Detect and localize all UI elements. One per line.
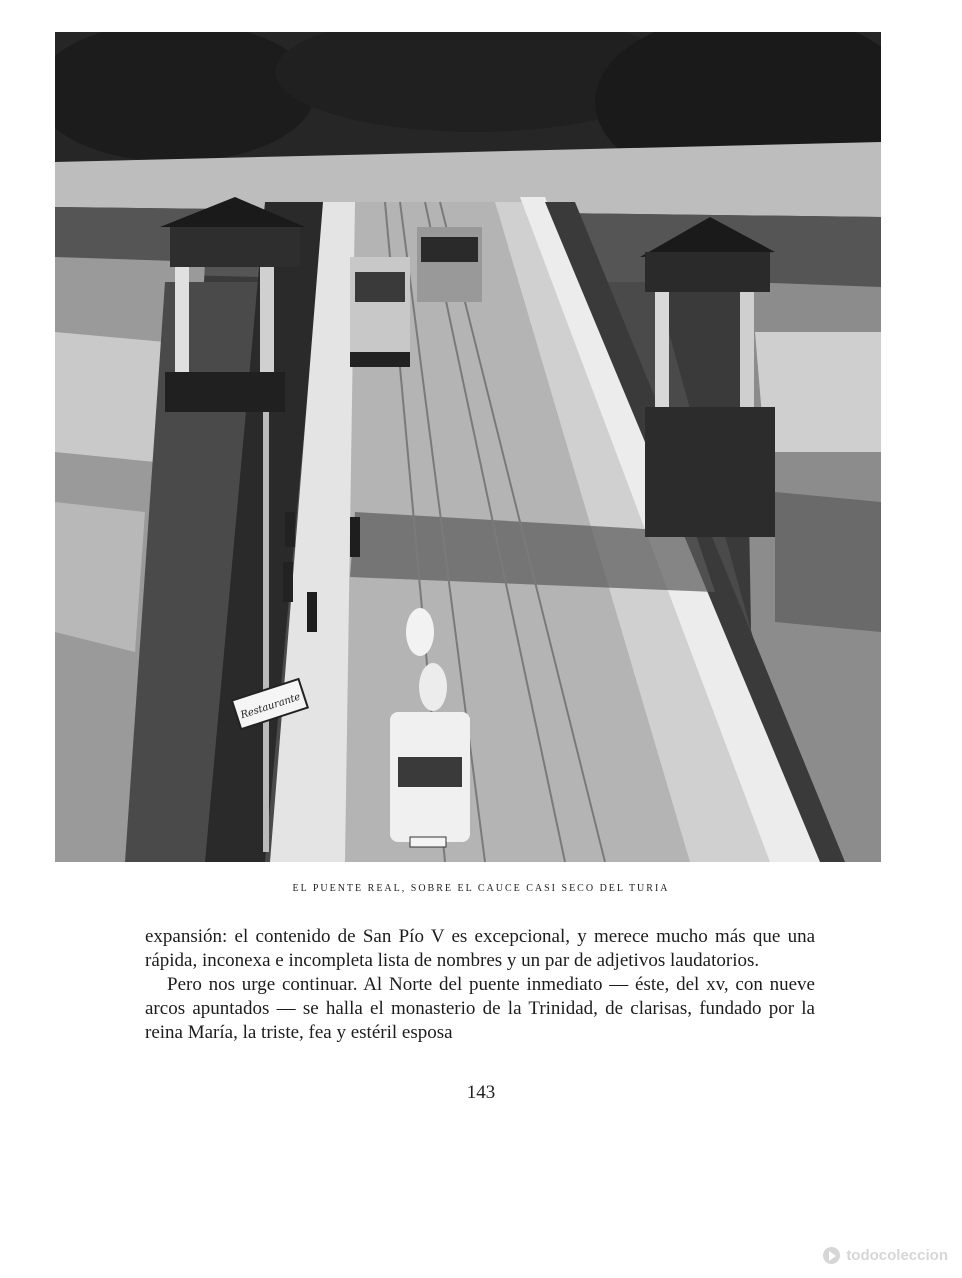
paragraph-1: expansión: el contenido de San Pío V es excepcional, y merece mucho más que una rápida, inconexa e incompleta lista de nombres y un par de adjetivos laudatorios.	[145, 926, 815, 971]
play-circle-icon	[823, 1247, 840, 1264]
watermark	[823, 1247, 948, 1264]
page-number: 143	[466, 1082, 496, 1103]
paragraph-2: Pero nos urge continuar. Al Norte del puente inmediato — éste, del xv, con nueve arcos apuntados — se halla el monasterio de la Trinidad, de clarisas, fundado por la reina María, la triste, fea y estéril esposa	[145, 974, 815, 1043]
photo-caption: EL PUENTE REAL, SOBRE EL CAUCE CASI SECO DEL TURIA	[292, 883, 670, 894]
watermark-text: todocoleccion	[846, 1247, 948, 1264]
bridge-photo-illustration	[55, 32, 881, 862]
body-text	[145, 925, 815, 1045]
bridge-photograph	[55, 32, 881, 862]
svg-text:Restaurante: Restaurante	[239, 691, 302, 722]
